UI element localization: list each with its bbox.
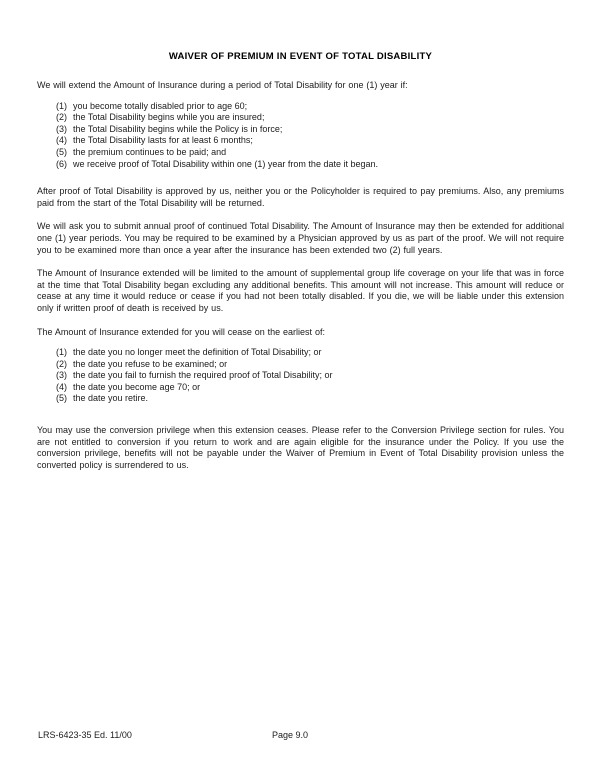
list-item-number: (3) — [56, 370, 67, 381]
list-item-number: (1) — [56, 347, 67, 358]
footer-page-number: Page 9.0 — [272, 730, 309, 740]
list-item — [56, 359, 564, 371]
list-item-text: the date you fail to furnish the required proof of Total Disability; or — [73, 370, 333, 381]
footer-form-code: LRS-6423-35 Ed. 11/00 — [38, 730, 132, 740]
list-item — [56, 370, 564, 382]
list-item-number: (5) — [56, 146, 67, 157]
annual-proof-paragraph: We will ask you to submit annual proof of continued Total Disability. The Amount of Insurance may then be extended for additional one (1) year periods. You may be required to be examined by a Physician approved by us as part of the proof. We will not require you to be examined more than once a year after the insurance has been extended two (2) full years. — [37, 221, 564, 255]
list-item-text: the date you become age 70; or — [73, 381, 201, 392]
list-item-text: the date you no longer meet the definition of Total Disability; or — [73, 347, 322, 358]
list-item — [56, 159, 564, 171]
list-item-number: (6) — [56, 158, 67, 169]
list-item-text: the date you refuse to be examined; or — [73, 358, 228, 369]
list-item — [56, 101, 564, 113]
list-item — [56, 382, 564, 394]
cease-conditions-list — [56, 347, 564, 405]
page-title: WAIVER OF PREMIUM IN EVENT OF TOTAL DISABILITY — [168, 51, 433, 62]
after-proof-paragraph: After proof of Total Disability is approved by us, neither you or the Policyholder is required to pay premiums. Also, any premiums paid from the start of the Total Disability will be returned. — [37, 186, 564, 208]
list-item — [56, 347, 564, 359]
list-item-text: the Total Disability lasts for at least 6 months; — [73, 135, 253, 146]
list-item-text: the date you retire. — [73, 393, 149, 404]
amount-limit-paragraph: The Amount of Insurance extended will be limited to the amount of supplemental group life coverage on your life that was in force at the time that Total Disability began excluding any additional benefits. This amount will not increase. This amount will reduce or cease at any time it would reduce or cease if you had not been totally disabled. If you die, we will be liable under this extension only if written proof of death is received by us. — [37, 268, 564, 313]
list-item — [56, 124, 564, 136]
list-item-number: (1) — [56, 100, 67, 111]
list-item-text: the Total Disability begins while the Policy is in force; — [73, 123, 283, 134]
list-item — [56, 135, 564, 147]
list-item-text: we receive proof of Total Disability within one (1) year from the date it began. — [73, 158, 378, 169]
list-item-number: (2) — [56, 112, 67, 123]
eligibility-conditions-list — [56, 101, 564, 171]
list-item-number: (4) — [56, 135, 67, 146]
list-item-number: (2) — [56, 358, 67, 369]
list-item — [56, 147, 564, 159]
document-body — [37, 51, 564, 483]
list-item-number: (5) — [56, 393, 67, 404]
intro-paragraph: We will extend the Amount of Insurance during a period of Total Disability for one (1) year if: — [37, 80, 408, 90]
list-item-number: (3) — [56, 123, 67, 134]
list-item — [56, 393, 564, 405]
list-item-number: (4) — [56, 381, 67, 392]
cease-intro-paragraph: The Amount of Insurance extended for you will cease on the earliest of: — [37, 326, 325, 337]
conversion-paragraph: You may use the conversion privilege when this extension ceases. Please refer to the Conversion Privilege section for rules. You are not entitled to conversion if you return to work and are again eligible for the insurance under the Policy. If you use the conversion privilege, benefits will not be payable under the Waiver of Premium in Event of Total Disability provision unless the converted policy is surrendered to us. — [37, 425, 564, 470]
list-item-text: the Total Disability begins while you are insured; — [73, 112, 265, 123]
list-item-text: you become totally disabled prior to age 60; — [73, 100, 248, 111]
list-item — [56, 112, 564, 124]
list-item-text: the premium continues to be paid; and — [73, 146, 227, 157]
